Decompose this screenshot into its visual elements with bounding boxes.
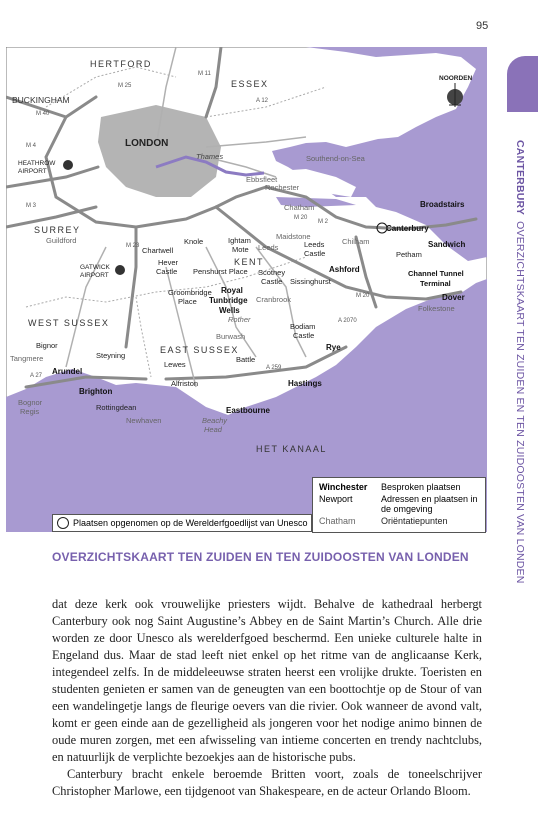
- place-guildford: Guildford: [46, 236, 77, 245]
- svg-text:M 40: M 40: [36, 111, 50, 117]
- place-maidstone: Maidstone: [276, 232, 311, 241]
- legend-value-featured: Besproken plaatsen: [381, 482, 461, 492]
- place-bignor: Bignor: [36, 341, 58, 350]
- legend-key-landmark: Chatham: [319, 516, 356, 526]
- place-leeds-castle: Leeds Castle: [304, 240, 326, 258]
- overview-map: [6, 47, 487, 532]
- svg-text:A 12: A 12: [256, 98, 269, 104]
- gatwick-label: GATWICK AIRPORT: [80, 264, 110, 279]
- svg-text:M 20: M 20: [356, 293, 370, 299]
- place-eastbourne: Eastbourne: [226, 406, 271, 415]
- place-sandwich: Sandwich: [428, 240, 466, 249]
- place-rochester: Rochester: [265, 183, 300, 192]
- place-tunbridge-wells: Royal Tunbridge Wells: [209, 286, 248, 315]
- svg-text:M 20: M 20: [294, 215, 308, 221]
- map-caption: OVERZICHTSKAART TEN ZUIDEN EN TEN ZUIDOOSTEN VAN LONDEN: [52, 550, 469, 564]
- place-petham: Petham: [396, 250, 422, 259]
- place-battle: Battle: [236, 355, 256, 364]
- region-buckingham: BUCKINGHAM: [12, 95, 70, 105]
- place-penshurst-place: Penshurst Place: [193, 267, 248, 276]
- chapter-subtitle: OVERZICHTSKAART TEN ZUIDEN EN TEN ZUIDOOSTEN VAN LONDEN: [514, 221, 526, 584]
- paragraph-1: dat deze kerk ook vrouwelijke priesters wijdt. Behalve de kathedraal herbergt Canterbury ook nog Saint Augustine’s Abbey en de Saint Martin’s Church. Alle drie worden ze door Unesco als werelderfgoed beschermd. Een unieke culturele halte in Engeland dus. Maar de stad leeft niet enkel op het ritme van de anglicaanse Kerk, integendeel zelfs. In de middeleeuwse straten heerst een vrolijke drukte. Toeristen en studenten genieten er samen van de geneugten van een boottochtje op de Stour of van een wandelingetje langs de fleurige oevers van die rivier. Ook wanneer de avond valt, komt er geen einde aan de gezelligheid als jongeren voor het nodige animo binnen de oude muren zorgen, met een afwisseling van intieme concerten en trendy nachtclubs, en natuurlijk de verplichte bezoekjes aan de historische pubs.: [52, 597, 482, 764]
- place-ashford: Ashford: [329, 265, 360, 274]
- paragraph-2: Canterbury bracht enkele beroemde Britten voort, zoals de toneelschrijver Christopher Marlowe, een tijdgenoot van Shakespeare, en de acteur Orlando Bloom.: [52, 767, 482, 798]
- city-london: LONDON: [125, 138, 169, 149]
- place-burwash: Burwash: [216, 332, 246, 341]
- legend-key-featured: Winchester: [319, 482, 368, 492]
- heathrow-label: HEATHROW AIRPORT: [18, 160, 56, 175]
- region-east-sussex: EAST SUSSEX: [160, 345, 239, 355]
- place-arundel: Arundel: [52, 367, 83, 376]
- svg-text:M 4: M 4: [26, 143, 37, 149]
- place-steyning: Steyning: [96, 351, 126, 360]
- region-hertford: HERTFORD: [90, 59, 152, 69]
- place-leeds: Leeds: [258, 243, 279, 252]
- svg-text:NOORDEN: NOORDEN: [439, 75, 473, 82]
- place-dover: Dover: [442, 293, 465, 302]
- river-thames-label: Thames: [196, 152, 224, 161]
- place-cranbrook: Cranbrook: [256, 295, 292, 304]
- legend-value-nearby: Adressen en plaatsen in de omgeving: [381, 494, 478, 514]
- unesco-legend-icon: [57, 517, 69, 529]
- place-ebbsfleet: Ebbsfleet: [246, 175, 278, 184]
- map-legend: [312, 477, 486, 533]
- place-bognor-regis: Bognor Regis: [18, 398, 43, 416]
- region-channel: HET KANAAL: [256, 444, 327, 454]
- chapter-name: CANTERBURY: [514, 140, 526, 216]
- svg-text:M 11: M 11: [198, 71, 211, 77]
- region-west-sussex: WEST SUSSEX: [28, 318, 110, 328]
- place-brighton: Brighton: [79, 387, 113, 396]
- svg-text:A 2070: A 2070: [338, 318, 357, 324]
- place-chatham: Chatham: [284, 203, 315, 212]
- place-groombridge: Groombridge Place: [168, 288, 212, 306]
- region-surrey: SURREY: [34, 225, 81, 235]
- place-alfriston: Alfriston: [171, 379, 199, 388]
- legend-key-nearby: Newport: [319, 494, 353, 504]
- place-hastings: Hastings: [288, 379, 322, 388]
- chapter-side-title: [508, 140, 528, 584]
- gatwick-airport-icon: [115, 265, 125, 275]
- place-rottingdean: Rottingdean: [96, 403, 137, 412]
- place-knole: Knole: [184, 237, 204, 246]
- svg-text:M 25: M 25: [118, 83, 132, 89]
- region-kent: KENT: [234, 257, 265, 267]
- place-newhaven: Newhaven: [126, 416, 162, 425]
- place-broadstairs: Broadstairs: [420, 200, 465, 209]
- place-lewes: Lewes: [164, 360, 186, 369]
- place-rye: Rye: [326, 343, 341, 352]
- place-scotney-castle: Scotney Castle: [258, 268, 286, 286]
- page-number: 95: [476, 20, 489, 32]
- unesco-legend: [52, 514, 312, 532]
- place-beachy-head: Beachy Head: [202, 416, 228, 434]
- body-text: [52, 596, 482, 800]
- svg-text:M 3: M 3: [26, 203, 37, 209]
- place-tangmere: Tangmere: [10, 354, 44, 363]
- svg-text:A 27: A 27: [30, 373, 43, 379]
- place-bodiam-castle: Bodiam Castle: [290, 322, 316, 340]
- place-ightam-mote: Ightam Mote: [228, 236, 251, 254]
- svg-text:M 2: M 2: [318, 219, 329, 225]
- svg-text:A 259: A 259: [266, 365, 282, 371]
- svg-text:M 23: M 23: [126, 243, 140, 249]
- place-canterbury: Canterbury: [386, 224, 429, 233]
- legend-value-landmark: Oriëntatiepunten: [381, 516, 448, 526]
- place-folkestone: Folkestone: [418, 304, 455, 313]
- place-southend: Southend-on-Sea: [306, 154, 365, 163]
- place-chilham: Chilham: [342, 237, 370, 246]
- place-hever-castle: Hever Castle: [156, 258, 179, 276]
- place-chartwell: Chartwell: [142, 246, 174, 255]
- unesco-legend-text: Plaatsen opgenomen op de Werelderfgoedlijst van Unesco: [73, 518, 308, 528]
- region-essex: ESSEX: [231, 79, 269, 89]
- heathrow-airport-icon: [63, 160, 73, 170]
- place-sissinghurst: Sissinghurst: [290, 277, 331, 286]
- place-channel-tunnel: Channel Tunnel Terminal: [408, 269, 464, 288]
- river-rother: Rother: [228, 315, 251, 324]
- chapter-tab: [507, 56, 538, 112]
